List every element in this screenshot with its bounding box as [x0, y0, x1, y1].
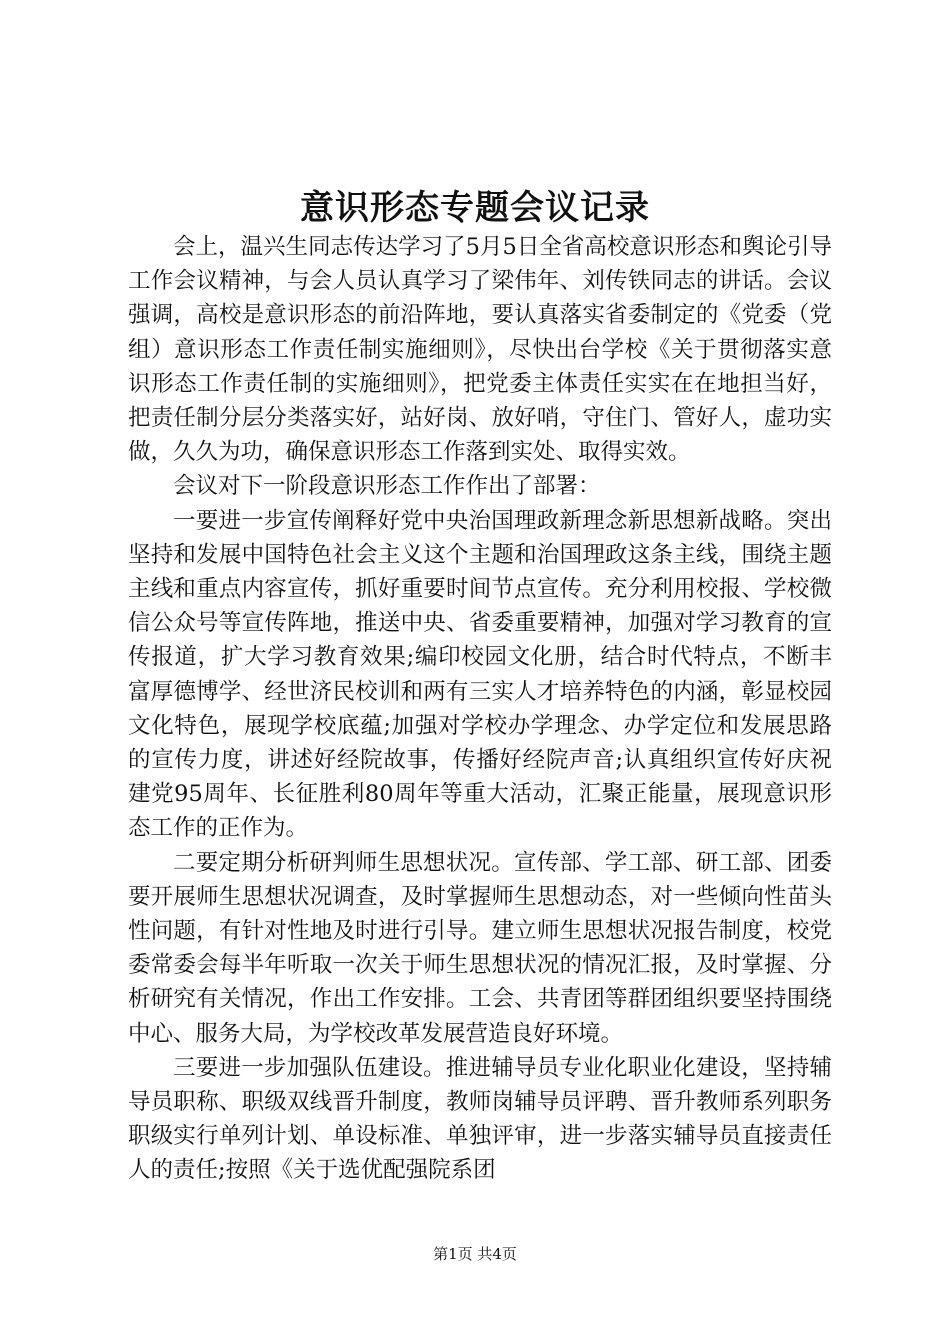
paragraph-deployment-intro: 会议对下一阶段意识形态工作作出了部署： [173, 473, 601, 500]
page-footer [0, 1244, 950, 1264]
page-number: 第1页 共4页 [433, 1245, 517, 1263]
document-title: 意识形态专题会议记录 [300, 188, 650, 228]
paragraph-meeting-summary: 会上，温兴生同志传达学习了5月5日全省高校意识形态和舆论引导工作会议精神，与会人员认真学习了梁伟年、刘传铁同志的讲话。会议强调，高校是意识形态的前沿阵地，要认真落实省委制定的《党委（党组）意识形态工作责任制实施细则》，尽快出台学校《关于贯彻落实意识形态工作责任制的实施细则》，把党委主体责任实实在在地担当好，把责任制分层分类落实好，站好岗、放好哨，守住门、管好人，虚功实做，久久为功，确保意识形态工作落到实处、取得实效。 [128, 234, 832, 466]
paragraph-point-three: 三要进一步加强队伍建设。推进辅导员专业化职业化建设，坚持辅导员职称、职级双线晋升制度，教师岗辅导员评聘、晋升教师系列职务职级实行单列计划、单设标准、单独评审，进一步落实辅导员直接责任人的责任;按照《关于选优配强院系团 [128, 1054, 832, 1184]
paragraph-point-two: 二要定期分析研判师生思想状况。宣传部、学工部、研工部、团委要开展师生思想状况调查，及时掌握师生思想动态，对一些倾向性苗头性问题，有针对性地及时进行引导。建立师生思想状况报告制度，校党委常委会每半年听取一次关于师生思想状况的情况汇报，及时掌握、分析研究有关情况，作出工作安排。工会、共青团等群团组织要坚持围绕中心、服务大局，为学校改革发展营造良好环境。 [128, 849, 832, 1047]
paragraph-point-one: 一要进一步宣传阐释好党中央治国理政新理念新思想新战略。突出坚持和发展中国特色社会主义这个主题和治国理政这条主线，围绕主题主线和重点内容宣传，抓好重要时间节点宣传。充分利用校报、学校微信公众号等宣传阵地，推送中央、省委重要精神，加强对学习教育的宣传报道，扩大学习教育效果;编印校园文化册，结合时代特点，不断丰富厚德博学、经世济民校训和两有三实人才培养特色的内涵，彰显校园文化特色，展现学校底蕴;加强对学校办学理念、办学定位和发展思路的宣传力度，讲述好经院故事，传播好经院声音;认真组织宣传好庆祝建党95周年、长征胜利80周年等重大活动，汇聚正能量，展现意识形态工作的正作为。 [128, 507, 832, 842]
document-body [128, 230, 832, 1188]
